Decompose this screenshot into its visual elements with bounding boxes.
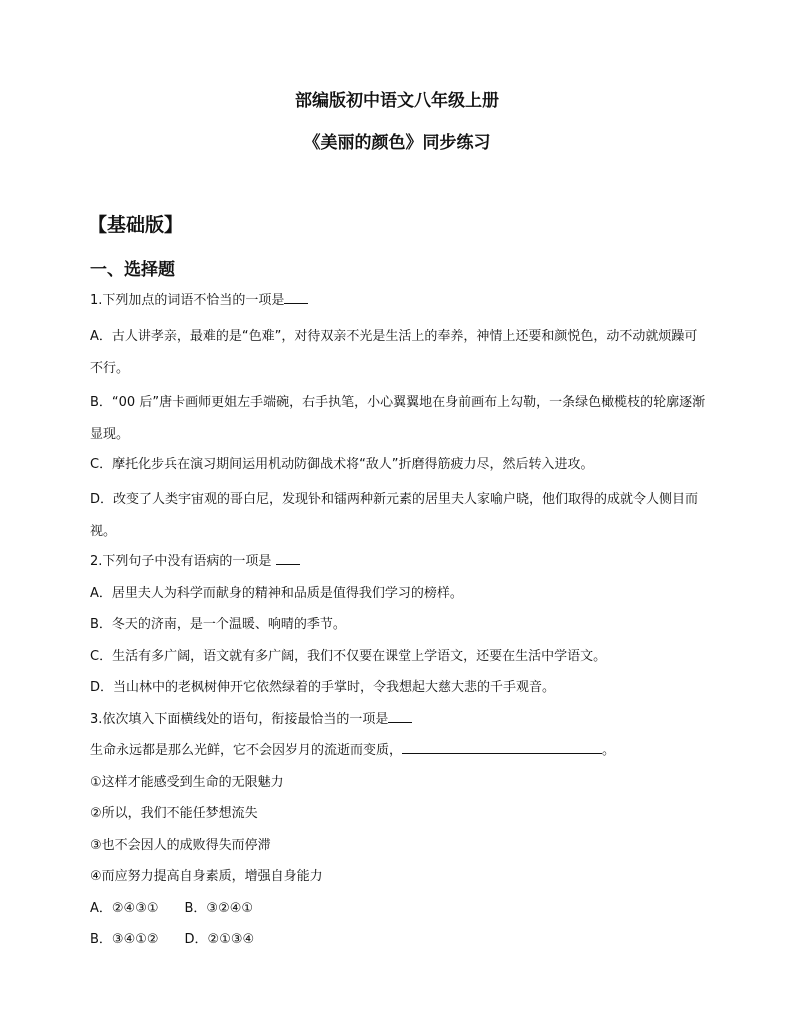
question-2-option-b: B．冬天的济南，是一个温暖、响晴的季节。 xyxy=(90,617,346,632)
question-3-text: 3.依次填入下面横线处的语句，衔接最恰当的一项是 xyxy=(90,711,389,727)
question-list xyxy=(90,289,708,960)
question-1-stem xyxy=(90,289,708,321)
question-3-item: ②所以，我们不能任梦想流失 xyxy=(90,806,258,821)
sentence-end: 。 xyxy=(602,743,616,758)
document-title: 部编版初中语文八年级上册 xyxy=(295,91,499,111)
answer-blank xyxy=(388,708,412,723)
answer-blank xyxy=(284,289,308,304)
question-1-option-b: B．“00 后”唐卡画师更姐左手端碗，右手执笔，小心翼翼地在身前画布上勾勒，一条绿色橄榄枝的轮廓逐渐显现。 xyxy=(90,394,706,442)
question-1-option-d: D．改变了人类宇宙观的哥白尼，发现钋和镭两种新元素的居里夫人家喻户晓，他们取得的成就令人侧目而视。 xyxy=(90,492,699,539)
question-1-option-c: C．摩托化步兵在演习期间运用机动防御战术将“敌人”折磨得筋疲力尽，然后转入进攻。 xyxy=(90,456,594,472)
question-3-sentence xyxy=(90,739,708,771)
question-3-item: ③也不会因人的成败得失而停滞 xyxy=(90,837,271,853)
question-2-text: 2.下列句子中没有语病的一项是 xyxy=(90,554,276,569)
question-3-sentence-text: 生命永远都是那么光鲜，它不会因岁月的流逝而变质， xyxy=(90,743,403,758)
question-2-stem xyxy=(90,550,708,582)
answer-blank xyxy=(276,550,300,565)
question-3-stem xyxy=(90,708,708,740)
fill-blank xyxy=(402,739,602,754)
section-title: 一、选择题 xyxy=(90,260,175,280)
question-3-item: ④而应努力提高自身素质，增强自身能力 xyxy=(90,869,323,884)
edition-label: 【基础版】 xyxy=(88,214,184,236)
question-2-option-c: C．生活有多广阔，语文就有多广阔，我们不仅要在课堂上学语文，还要在生活中学语文。 xyxy=(90,648,607,664)
question-3-options-row-1: A．②④③① B．③②④① xyxy=(90,900,254,916)
question-2-option-d: D．当山林中的老枫树伸开它依然绿着的手掌时，令我想起大慈大悲的千手观音。 xyxy=(90,680,556,695)
question-2-option-a: A．居里夫人为科学而献身的精神和品质是值得我们学习的榜样。 xyxy=(90,585,463,601)
document-subtitle: 《美丽的颜色》同步练习 xyxy=(303,133,491,153)
question-1-option-a: A．古人讲孝亲，最难的是“色难”，对待双亲不光是生活上的奉养，神情上还要和颜悦色，动不动就烦躁可不行。 xyxy=(90,328,698,376)
question-1-text: 1.下列加点的词语不恰当的一项是 xyxy=(90,293,285,308)
question-3-item: ①这样才能感受到生命的无限魅力 xyxy=(90,774,284,790)
question-3-options-row-2: B．③④①② D．②①③④ xyxy=(90,932,255,947)
